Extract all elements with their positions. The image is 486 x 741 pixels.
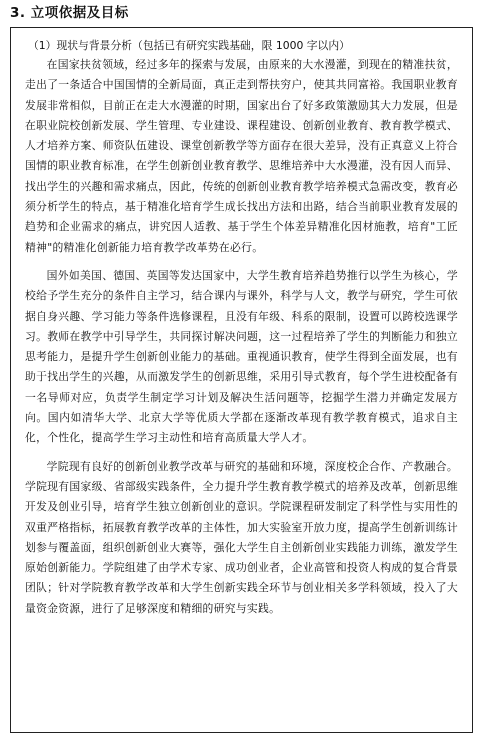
paragraph-international-comparison: 国外如美国、德国、英国等发达国家中，大学生教育培养趋势推行以学生为核心，学校给予学生充分的条件自主学习，结合课内与课外，科学与人文，教学与研究，学生可依据自身兴趣、学习能力等条件选修课程，且没有年级、科系的限制，设置可以跨校选课学习。教师在教学中引导学生，共同探讨解决问题，这一过程培养了学生的判断能力和独立思考能力，是提升学生创新创业能力的基础。重视通识教育，使学生得到全面发展，也有助于找出学生的兴趣，从而激发学生的创新思维，采用引导式教育，每个学生进校配备有一名导师对应，负责学生制定学习计划及解决生活问题等，挖掘学生潜力并确定发展方向。国内如清华大学、北京大学等优质大学都在逐渐改革现有教学教育模式，追求自主化，个性化，提高学生学习主动性和培育高质量大学人才。 — [25, 268, 458, 445]
paragraph-college-foundation: 学院现有良好的创新创业教学改革与研究的基础和环境，深度校企合作、产教融合。学院现有国家级、省部级实践条件，全力提升学生教育教学模式的培养及改革，创新思维开发及创业引导，培育学生独立创新创业的意识。学院课程研发制定了科学性与实用性的双重严格指标，拓展教育教学改革的主体性，加大实验室开放力度，提高学生创新训练计划参与覆盖面，组织创新创业大赛等，强化大学生自主创新创业实践能力训练，激发学生原始创新能力。学院组建了由学术专家、成功创业者，企业高管和投资人构成的复合背景团队；针对学院教育教学改革和大学生创新实践全环节与创业相关多学科领域，投入了大量资金资源，进行了足够深度和精细的研究与实践。 — [25, 459, 458, 615]
subsection-title: （1）现状与背景分析（包括已有研究实践基础，限 1000 字以内） — [28, 39, 350, 52]
section-title: 3. 立项依据及目标 — [10, 5, 129, 21]
content-box — [10, 27, 473, 733]
paragraph-domestic-background: 在国家扶贫领域，经过多年的探索与发展，由原来的大水漫灌，到现在的精准扶贫，走出了一条适合中国国情的全新局面，真正走到帮扶穷户，使其共同富裕。我国职业教育发展非常相似，目前正在走大水漫灌的时期，国家出台了好多政策激励其大力发展，但是在职业院校创新发展、学生管理、专业建设、课程建设、创新创业教育、教育教学模式、人才培养方案、师资队伍建设、课堂创新教学等方面存在很大差异，没有正真意义上符合国情的职业教育标准，在学生创新创业教育教学、思维培养中大水漫灌，没有因人而异、找出学生的兴趣和需求痛点，因此，传统的创新创业教育教学培养模式急需改变，教育必须分析学生的特点，基于精准化培育学生成长找出方法和出路，结合当前职业教育发展的趋势和企业需求的痛点，讲究因人适教、基于学生个体差异精准化因材施教，培育"工匠精神"的精准化创新能力培育教学改革势在必行。 — [25, 58, 458, 254]
